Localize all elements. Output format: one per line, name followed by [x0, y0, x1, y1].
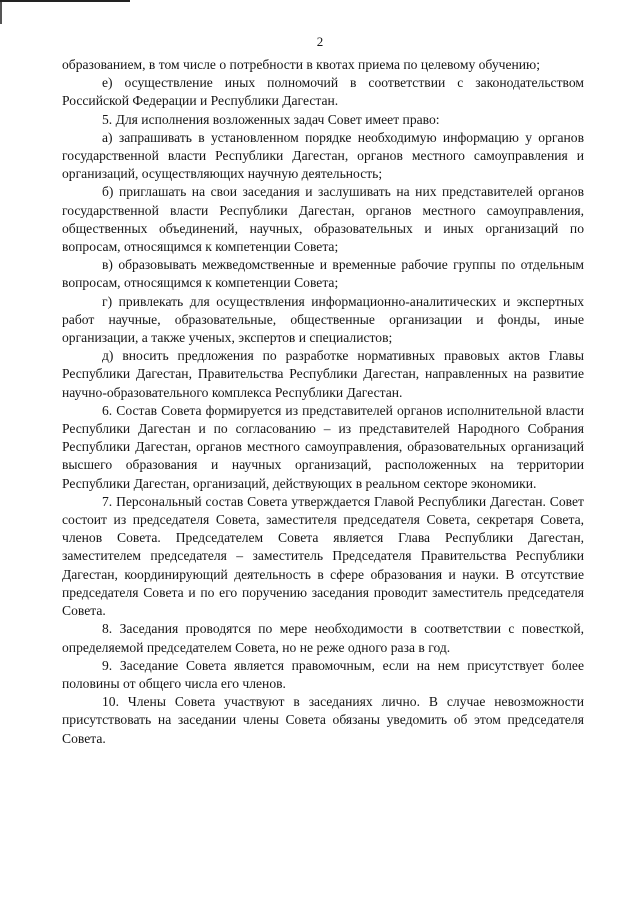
paragraph: д) вносить предложения по разработке нормативных правовых актов Главы Республики Дагестан, Правительства Республики Дагестан, направленных на развитие научно-образовательного комплекса Республики Дагестан. — [62, 348, 584, 400]
paragraph: а) запрашивать в установленном порядке необходимую информацию у органов государственной власти Республики Дагестан, органов местного самоуправления и организаций, осуществляющих научную деятельность; — [62, 129, 584, 182]
paragraph: в) образовывать межведомственные и временные рабочие группы по отдельным вопросам, относящимся к компетенции Совета; — [62, 257, 584, 291]
paragraph: б) приглашать на свои заседания и заслушивать на них представителей органов государственной власти Республики Дагестан, органов местного самоуправления, общественных объединений, научных, образовательных и иных организаций по вопросам, относящимся к компетенции Совета; — [62, 184, 584, 255]
paragraph: 6. Состав Совета формируется из представителей органов исполнительной власти Республики Дагестан и по согласованию – из представителей Народного Собрания Республики Дагестан, органов местного самоуправления, образовательных организаций высшего образования и научных организаций, расположенных на территории Республики Дагестан, организаций, действующих в реальном секторе экономики. — [62, 402, 584, 491]
paragraph: 10. Члены Совета участвуют в заседаниях лично. В случае невозможности присутствовать на заседании члены Совета обязаны уведомить об этом председателя Совета. — [62, 694, 584, 746]
paragraph: 9. Заседание Совета является правомочным, если на нем присутствует более половины от общего числа его членов. — [62, 657, 584, 691]
document-body — [62, 56, 584, 748]
paragraph: 8. Заседания проводятся по мере необходимости в соответствии с повесткой, определяемой председателем Совета, но не реже одного раза в год. — [62, 621, 584, 655]
scan-edge-mark-vertical — [0, 2, 2, 24]
page-number: 2 — [316, 34, 324, 49]
paragraph: г) привлекать для осуществления информационно-аналитических и экспертных работ научные, образовательные, общественные организации и фонды, иные организации, а также ученых, экспертов и специалистов; — [62, 293, 584, 346]
paragraph: е) осуществление иных полномочий в соответствии с законодательством Российской Федерации и Республики Дагестан. — [62, 75, 584, 109]
scan-edge-mark — [0, 0, 130, 2]
paragraph: 5. Для исполнения возложенных задач Совет имеет право: — [102, 111, 440, 127]
paragraph: 7. Персональный состав Совета утверждается Главой Республики Дагестан. Совет состоит из председателя Совета, заместителя председателя Совета, секретаря Совета, членов Совета. Председателем Совета является Глава Республики Дагестан, заместителем председателя – заместитель Председателя Правительства Республики Дагестан, координирующий деятельность в сфере образования и науки. В отсутствие председателя Совета и по его поручению заседания проводит заместитель председателя Совета. — [62, 493, 584, 619]
paragraph: образованием, в том числе о потребности в квотах приема по целевому обучению; — [62, 57, 540, 72]
